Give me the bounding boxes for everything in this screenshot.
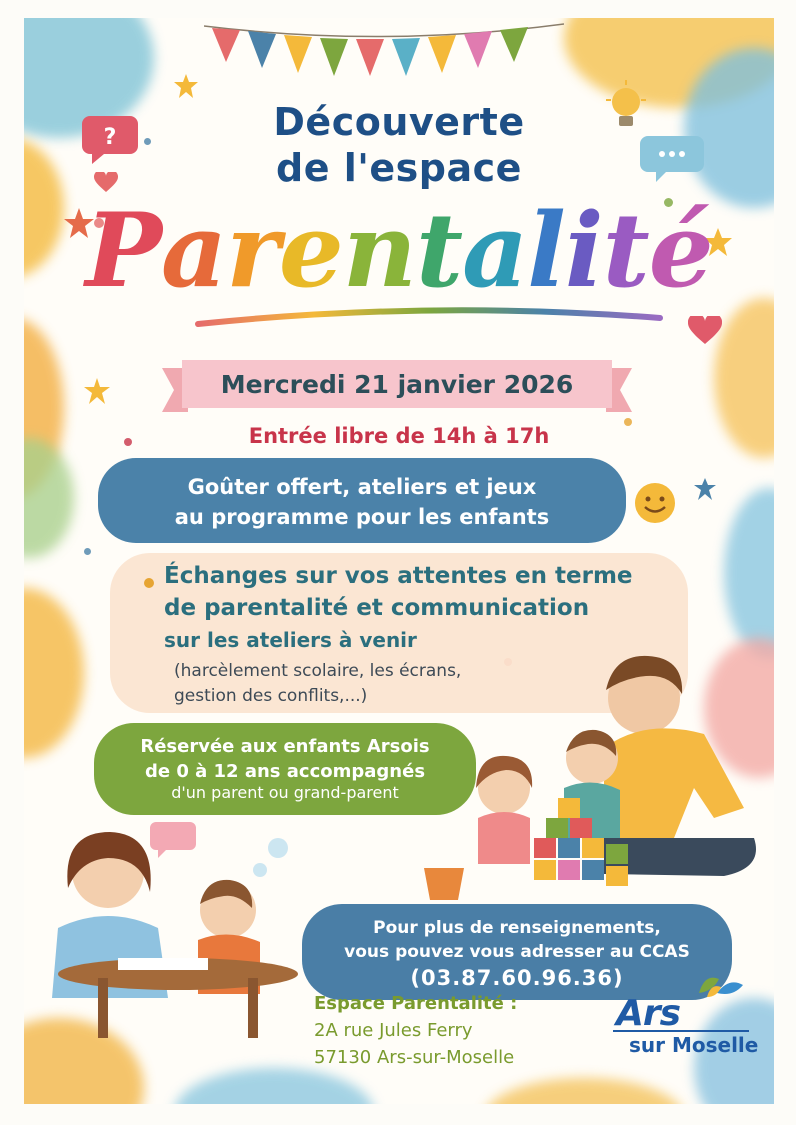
snack-line-1: Goûter offert, ateliers et jeux [187,475,537,499]
poster [24,18,774,1104]
star-icon [694,478,716,500]
star-icon [174,74,198,98]
reserve-line-3: d'un parent ou grand-parent [171,783,399,802]
event-date: Mercredi 21 janvier 2026 [220,370,574,399]
decor-blob [24,588,84,758]
reserve-line-2: de 0 à 12 ans accompagnés [144,761,426,782]
logo-ars-text: Ars [616,993,681,1034]
confetti-dot [84,548,91,555]
address-street: 2A rue Jules Ferry [314,1020,473,1041]
decor-blob [724,488,774,658]
decor-blob [24,438,74,558]
bunting-icon [204,18,564,88]
snack-text [114,472,610,532]
brand-title [24,188,774,314]
contact-phone: (03.87.60.96.36) [410,966,624,990]
title-line-1: Découverte [273,100,525,144]
smiley-icon [630,478,680,528]
bullet-icon [144,578,154,588]
chat-bubble-icon [148,818,198,858]
svg-text:?: ? [103,125,117,150]
contact-line-2: vous pouvez vous adresser au CCAS [344,942,690,962]
decor-blob [484,1078,684,1104]
brand-word: Parentalité [85,191,713,311]
decor-blob [174,1068,374,1104]
exchange-line-3: sur les ateliers à venir [164,628,417,652]
exchange-line-2: de parentalité et communication [164,595,590,621]
exchange-line-1: Échanges sur vos attentes en terme [164,563,633,589]
rainbow-swash [194,306,664,328]
entry-hours: Entrée libre de 14h à 17h [248,424,550,448]
snack-line-2: au programme pour les enfants [174,505,550,529]
reserve-line-1: Réservée aux enfants Arsois [140,736,430,757]
title-line-2: de l'espace [276,146,522,190]
star-icon [84,378,110,404]
address-name: Espace Parentalité : [314,993,518,1014]
exchange-line-4: (harcèlement scolaire, les écrans, [174,661,462,681]
address-city: 57130 Ars-sur-Moselle [314,1047,515,1068]
family-blocks-illustration [424,638,774,908]
exchange-line-5: gestion des conflits,...) [174,686,368,706]
heart-icon [688,316,722,346]
contact-line-1: Pour plus de renseignements, [373,918,661,938]
logo-sur-text: sur Moselle [629,1033,759,1057]
